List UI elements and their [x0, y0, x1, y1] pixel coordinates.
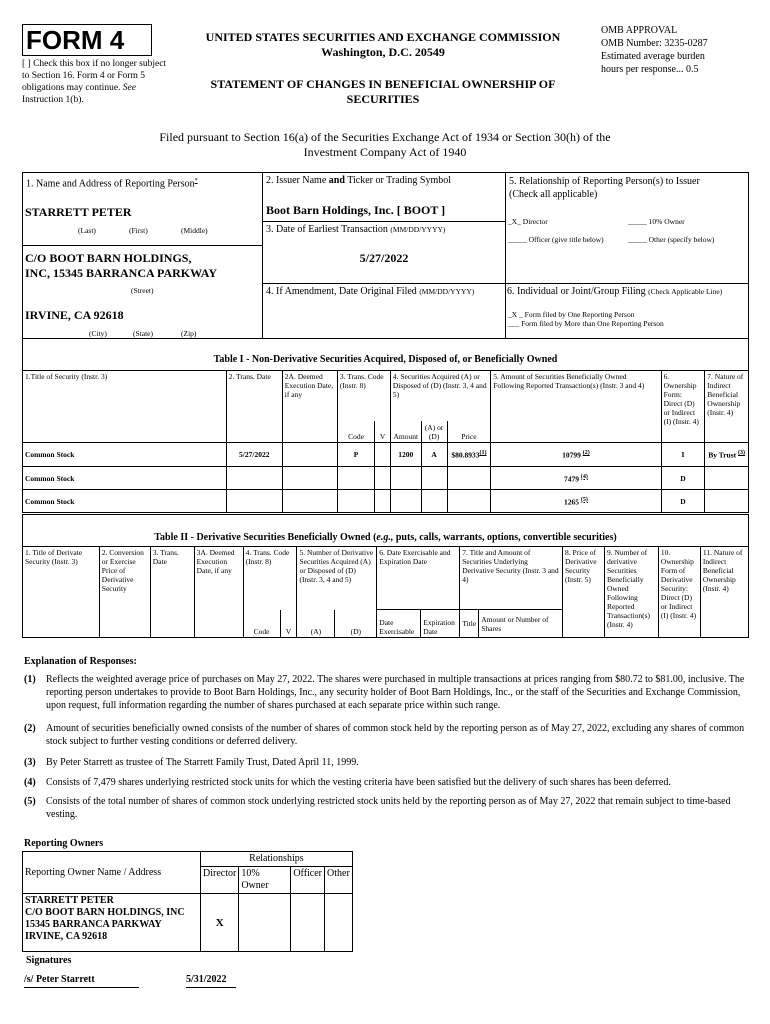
t1-sub-v: V	[375, 421, 391, 443]
t2-sub-expiration: Expiration Date	[421, 610, 460, 638]
footnote-1: (1) Reflects the weighted average price of purchases on May 27, 2022. The shares were purchased in multiple transactions at prices ranging from $80.72 to $81.00, inclusive. The reporting person undertakes to provide to Boot Barn Holdings, Inc., any security holder of Boot Barn Holdings, Inc., or the staff of the Securities and Exchange Commission, upon request, full information regarding the number of shares purchased at each separate price within such range.	[24, 674, 745, 711]
footnote-4: (4) Consists of 7,479 shares underlying restricted stock units for which the vesting criteria have been satisfied but the delivery of such shares has been deferred.	[24, 777, 671, 788]
t1-col-code: 3. Trans. Code (Instr. 8)	[337, 371, 390, 421]
table-row: Common Stock 5/27/2022 P 1200 A $80.8933$^{(1)}$ 10799 $^{(2)}$ I By Trust $^{(3)}$	[23, 443, 749, 467]
t2-h4: 4. Trans. Code (Instr. 8)	[243, 547, 297, 610]
table1-grid	[22, 370, 749, 513]
reporting-owners-table	[22, 851, 353, 952]
t2-h3a: 3A. Deemed Execution Date, if any	[194, 547, 243, 638]
table-row: Common Stock 1265 $^{(5)}$ D	[23, 490, 749, 513]
table1-title: Table I - Non-Derivative Securities Acquired, Disposed of, or Beneficially Owned	[213, 354, 558, 365]
t2-h10: 10. Ownership Form of Derivative Security: Direct (D) or Indirect (I) (Instr. 4)	[658, 547, 700, 638]
signature-name: /s/ Peter Starrett	[24, 974, 139, 988]
statement-title: STATEMENT OF CHANGES IN BENEFICIAL OWNERSHIP OF SECURITIES	[210, 77, 556, 106]
footnote-3: (3) By Peter Starrett as trustee of The Starrett Family Trust, Dated April 11, 1999.	[24, 757, 359, 768]
footnote-2: (2) Amount of securities beneficially owned consists of the number of shares of common stock held by the reporting person as of May 27, 2022, excluding any shares of common stock subject to further vesting conditions or deferred delivery.	[24, 723, 745, 747]
t2-sub-code: Code	[243, 610, 280, 638]
table-row: Common Stock 7479 $^{(4)}$ D	[23, 467, 749, 490]
t1-col-title: 1.Title of Security (Instr. 3)	[23, 371, 227, 443]
earliest-transaction-date: 5/27/2022	[359, 251, 409, 265]
signature-date: 5/31/2022	[186, 974, 236, 988]
t2-h8: 8. Price of Derivative Security (Instr. 5)	[562, 547, 604, 638]
relationship-ten-pct: _____ 10% Owner	[628, 217, 685, 226]
t1-col-nature: 7. Nature of Indirect Beneficial Ownership (Instr. 4)	[705, 371, 749, 443]
t2-sub-d: (D)	[335, 610, 377, 638]
table2	[22, 546, 749, 638]
t2-sub-exercisable: Date Exercisable	[377, 610, 421, 638]
t2-h3: 3. Trans. Date	[150, 547, 194, 638]
t2-h7: 7. Title and Amount of Securities Underlying Derivative Security (Instr. 3 and 4)	[460, 547, 563, 610]
reporting-person-name: STARRETT PETER	[25, 205, 132, 219]
t1-col-form: 6. Ownership Form: Direct (D) or Indirect (I) (Instr. 4)	[661, 371, 705, 443]
t1-col-amount-after: 5. Amount of Securities Beneficially Owned Following Reported Transaction(s) (Instr. 3 and 4)	[491, 371, 661, 443]
owners-col-relationships: Relationships	[201, 852, 353, 867]
t2-h2: 2. Conversion or Exercise Price of Derivative Security	[99, 547, 150, 638]
owners-col-name: Reporting Owner Name / Address	[23, 852, 201, 894]
t2-h5: 5. Number of Derivative Securities Acquired (A) or Disposed of (D) (Instr. 3, 4 and 5)	[297, 547, 377, 610]
t2-h9: 9. Number of derivative Securities Beneficially Owned Following Reported Transaction(s) (Instr. 4)	[604, 547, 658, 638]
owner-address: STARRETT PETER C/O BOOT BARN HOLDINGS, INC 15345 BARRANCA PARKWAY IRVINE, CA 92618	[23, 894, 201, 952]
relationship-director: _X_ Director	[508, 217, 548, 226]
issuer-box: 2. Issuer Name and Ticker or Trading Symbol Boot Barn Holdings, Inc. [ BOOT ]	[262, 172, 506, 222]
t2-sub-v: V	[280, 610, 297, 638]
owners-col-other: Other	[325, 867, 353, 894]
owner-director-mark: X	[201, 894, 239, 952]
filing-more-persons: ___ Form filed by More than One Reporting Person	[508, 319, 664, 328]
t1-col-date: 2. Trans. Date	[226, 371, 282, 443]
reporting-person-city: IRVINE, CA 92618	[25, 308, 124, 322]
t1-sub-code: Code	[337, 421, 374, 443]
filing-one-person: _X _ Form filed by One Reporting Person	[508, 310, 635, 319]
t1-sub-aord: (A) or (D)	[421, 421, 447, 443]
table-row	[23, 894, 353, 952]
amendment-box: 4. If Amendment, Date Original Filed (MM/DD/YYYY)	[262, 283, 506, 339]
signatures-heading: Signatures	[26, 955, 72, 966]
t1-sub-price: Price	[447, 421, 491, 443]
owners-col-officer: Officer	[291, 867, 325, 894]
t1-sub-amount: Amount	[390, 421, 421, 443]
t1-col-deemed: 2A. Deemed Execution Date, if any	[282, 371, 337, 443]
table1-title-box	[22, 338, 749, 370]
issuer-name: Boot Barn Holdings, Inc. [ BOOT ]	[266, 203, 446, 217]
reporting-owners-heading: Reporting Owners	[24, 838, 104, 849]
reporting-person-box: 1. Name and Address of Reporting Person* STARRETT PETER (Last) (First) (Middle) C/O BOOT BARN HOLDINGS, INC, 15345 BARRANCA PARKWAY (Street) IRVINE, CA 92618 (City) (State) (Zip)	[22, 172, 263, 339]
footnote-5: (5) Consists of the total number of shares of common stock underlying restricted stock units held by the reporting person as of May 27, 2022 that remain subject to time-based vesting.	[24, 796, 731, 820]
relationship-officer: _____ Officer (give title below)	[508, 235, 604, 244]
t2-sub-a: (A)	[297, 610, 335, 638]
t2-sub-amount: Amount or Number of Shares	[479, 610, 563, 638]
table2-title-box	[22, 514, 749, 546]
reporting-person-street: C/O BOOT BARN HOLDINGS, INC, 15345 BARRANCA PARKWAY	[25, 251, 218, 280]
earliest-transaction-box: 3. Date of Earliest Transaction (MM/DD/YYYY) 5/27/2022	[262, 221, 506, 284]
owners-col-director: Director	[201, 867, 239, 894]
t1-col-acq: 4. Securities Acquired (A) or Disposed of (D) (Instr. 3, 4 and 5)	[390, 371, 490, 421]
t2-h1: 1. Title of Derivate Security (Instr. 3)	[23, 547, 100, 638]
relationship-other: _____ Other (specify below)	[628, 235, 715, 244]
form-title: FORM 4	[22, 24, 152, 56]
check-box-text: [ ] Check this box if no longer subject to Section 16. Form 4 or Form 5 obligations may continue. See Instruction 1(b).	[22, 59, 167, 105]
t2-h11: 11. Nature of Indirect Beneficial Ownership (Instr. 4)	[700, 547, 748, 638]
t2-h6: 6. Date Exercisable and Expiration Date	[377, 547, 460, 610]
filed-pursuant: Filed pursuant to Section 16(a) of the Securities Exchange Act of 1934 or Section 30(h) of the Investment Company Act of 1940	[159, 130, 611, 159]
agency-name: UNITED STATES SECURITIES AND EXCHANGE COMMISSION Washington, D.C. 20549	[205, 30, 561, 59]
owners-col-ten: 10% Owner	[239, 867, 291, 894]
filing-type-box: 6. Individual or Joint/Group Filing (Check Applicable Line) _X _ Form filed by One Reporting Person ___ Form filed by More than One Reporting Person	[505, 283, 749, 339]
relationship-box: 5. Relationship of Reporting Person(s) to Issuer (Check all applicable) _X_ Director _____ 10% Owner _____ Officer (give title below) _____ Other (specify below)	[505, 172, 749, 284]
explanation-heading: Explanation of Responses:	[24, 656, 137, 667]
table2-title: Table II - Derivative Securities Beneficially Owned (e.g., puts, calls, warrants, options, convertible securities)	[154, 532, 617, 543]
t2-sub-title: Title	[460, 610, 479, 638]
omb-approval: OMB APPROVAL OMB Number: 3235-0287 Estimated average burden hours per response... 0.5	[601, 25, 708, 75]
